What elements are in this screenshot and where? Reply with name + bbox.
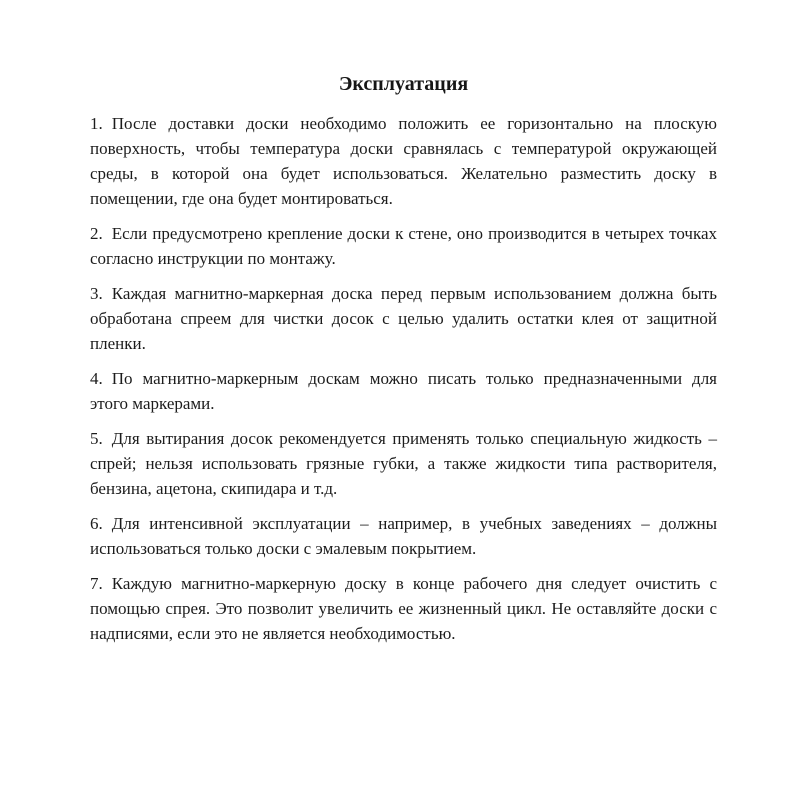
paragraph-5 xyxy=(90,426,717,501)
paragraph-4-number: 4. xyxy=(90,369,103,388)
paragraph-3-text: Каждая магнитно-маркерная доска перед первым использованием должна быть обработана спреем для чистки досок с целью удалить остатки клея от защитной пленки. xyxy=(90,284,717,353)
paragraph-6 xyxy=(90,511,717,561)
paragraph-3 xyxy=(90,281,717,356)
paragraph-2-text: Если предусмотрено крепление доски к стене, оно производится в четырех точках согласно инструкции по монтажу. xyxy=(90,224,717,268)
paragraph-7 xyxy=(90,571,717,646)
paragraph-1-number: 1. xyxy=(90,114,103,133)
page-title: Эксплуатация xyxy=(338,73,469,95)
paragraph-7-number: 7. xyxy=(90,574,103,593)
paragraph-5-text: Для вытирания досок рекомендуется применять только специальную жидкость – спрей; нельзя использовать грязные губки, а также жидкости типа растворителя, бензина, ацетона, скипидара и т.д. xyxy=(90,429,717,498)
paragraph-6-number: 6. xyxy=(90,514,103,533)
paragraph-4-text: По магнитно-маркерным доскам можно писать только предназначенными для этого маркерами. xyxy=(90,369,717,413)
paragraph-7-text: Каждую магнитно-маркерную доску в конце рабочего дня следует очистить с помощью спрея. Это позволит увеличить ее жизненный цикл. Не оставляйте доски с надписями, если это не является необходимостью. xyxy=(90,574,717,643)
paragraph-1 xyxy=(90,111,717,211)
paragraph-2 xyxy=(90,221,717,271)
paragraph-1-text: После доставки доски необходимо положить ее горизонтально на плоскую поверхность, чтобы температура доски сравнялась с температурой окружающей среды, в которой она будет использоваться. Желательно разместить доску в помещении, где она будет монтироваться. xyxy=(90,114,717,208)
paragraph-4 xyxy=(90,366,717,416)
paragraph-2-number: 2. xyxy=(90,224,103,243)
paragraph-5-number: 5. xyxy=(90,429,103,448)
paragraph-3-number: 3. xyxy=(90,284,103,303)
paragraph-6-text: Для интенсивной эксплуатации – например, в учебных заведениях – должны использоваться только доски с эмалевым покрытием. xyxy=(90,514,717,558)
